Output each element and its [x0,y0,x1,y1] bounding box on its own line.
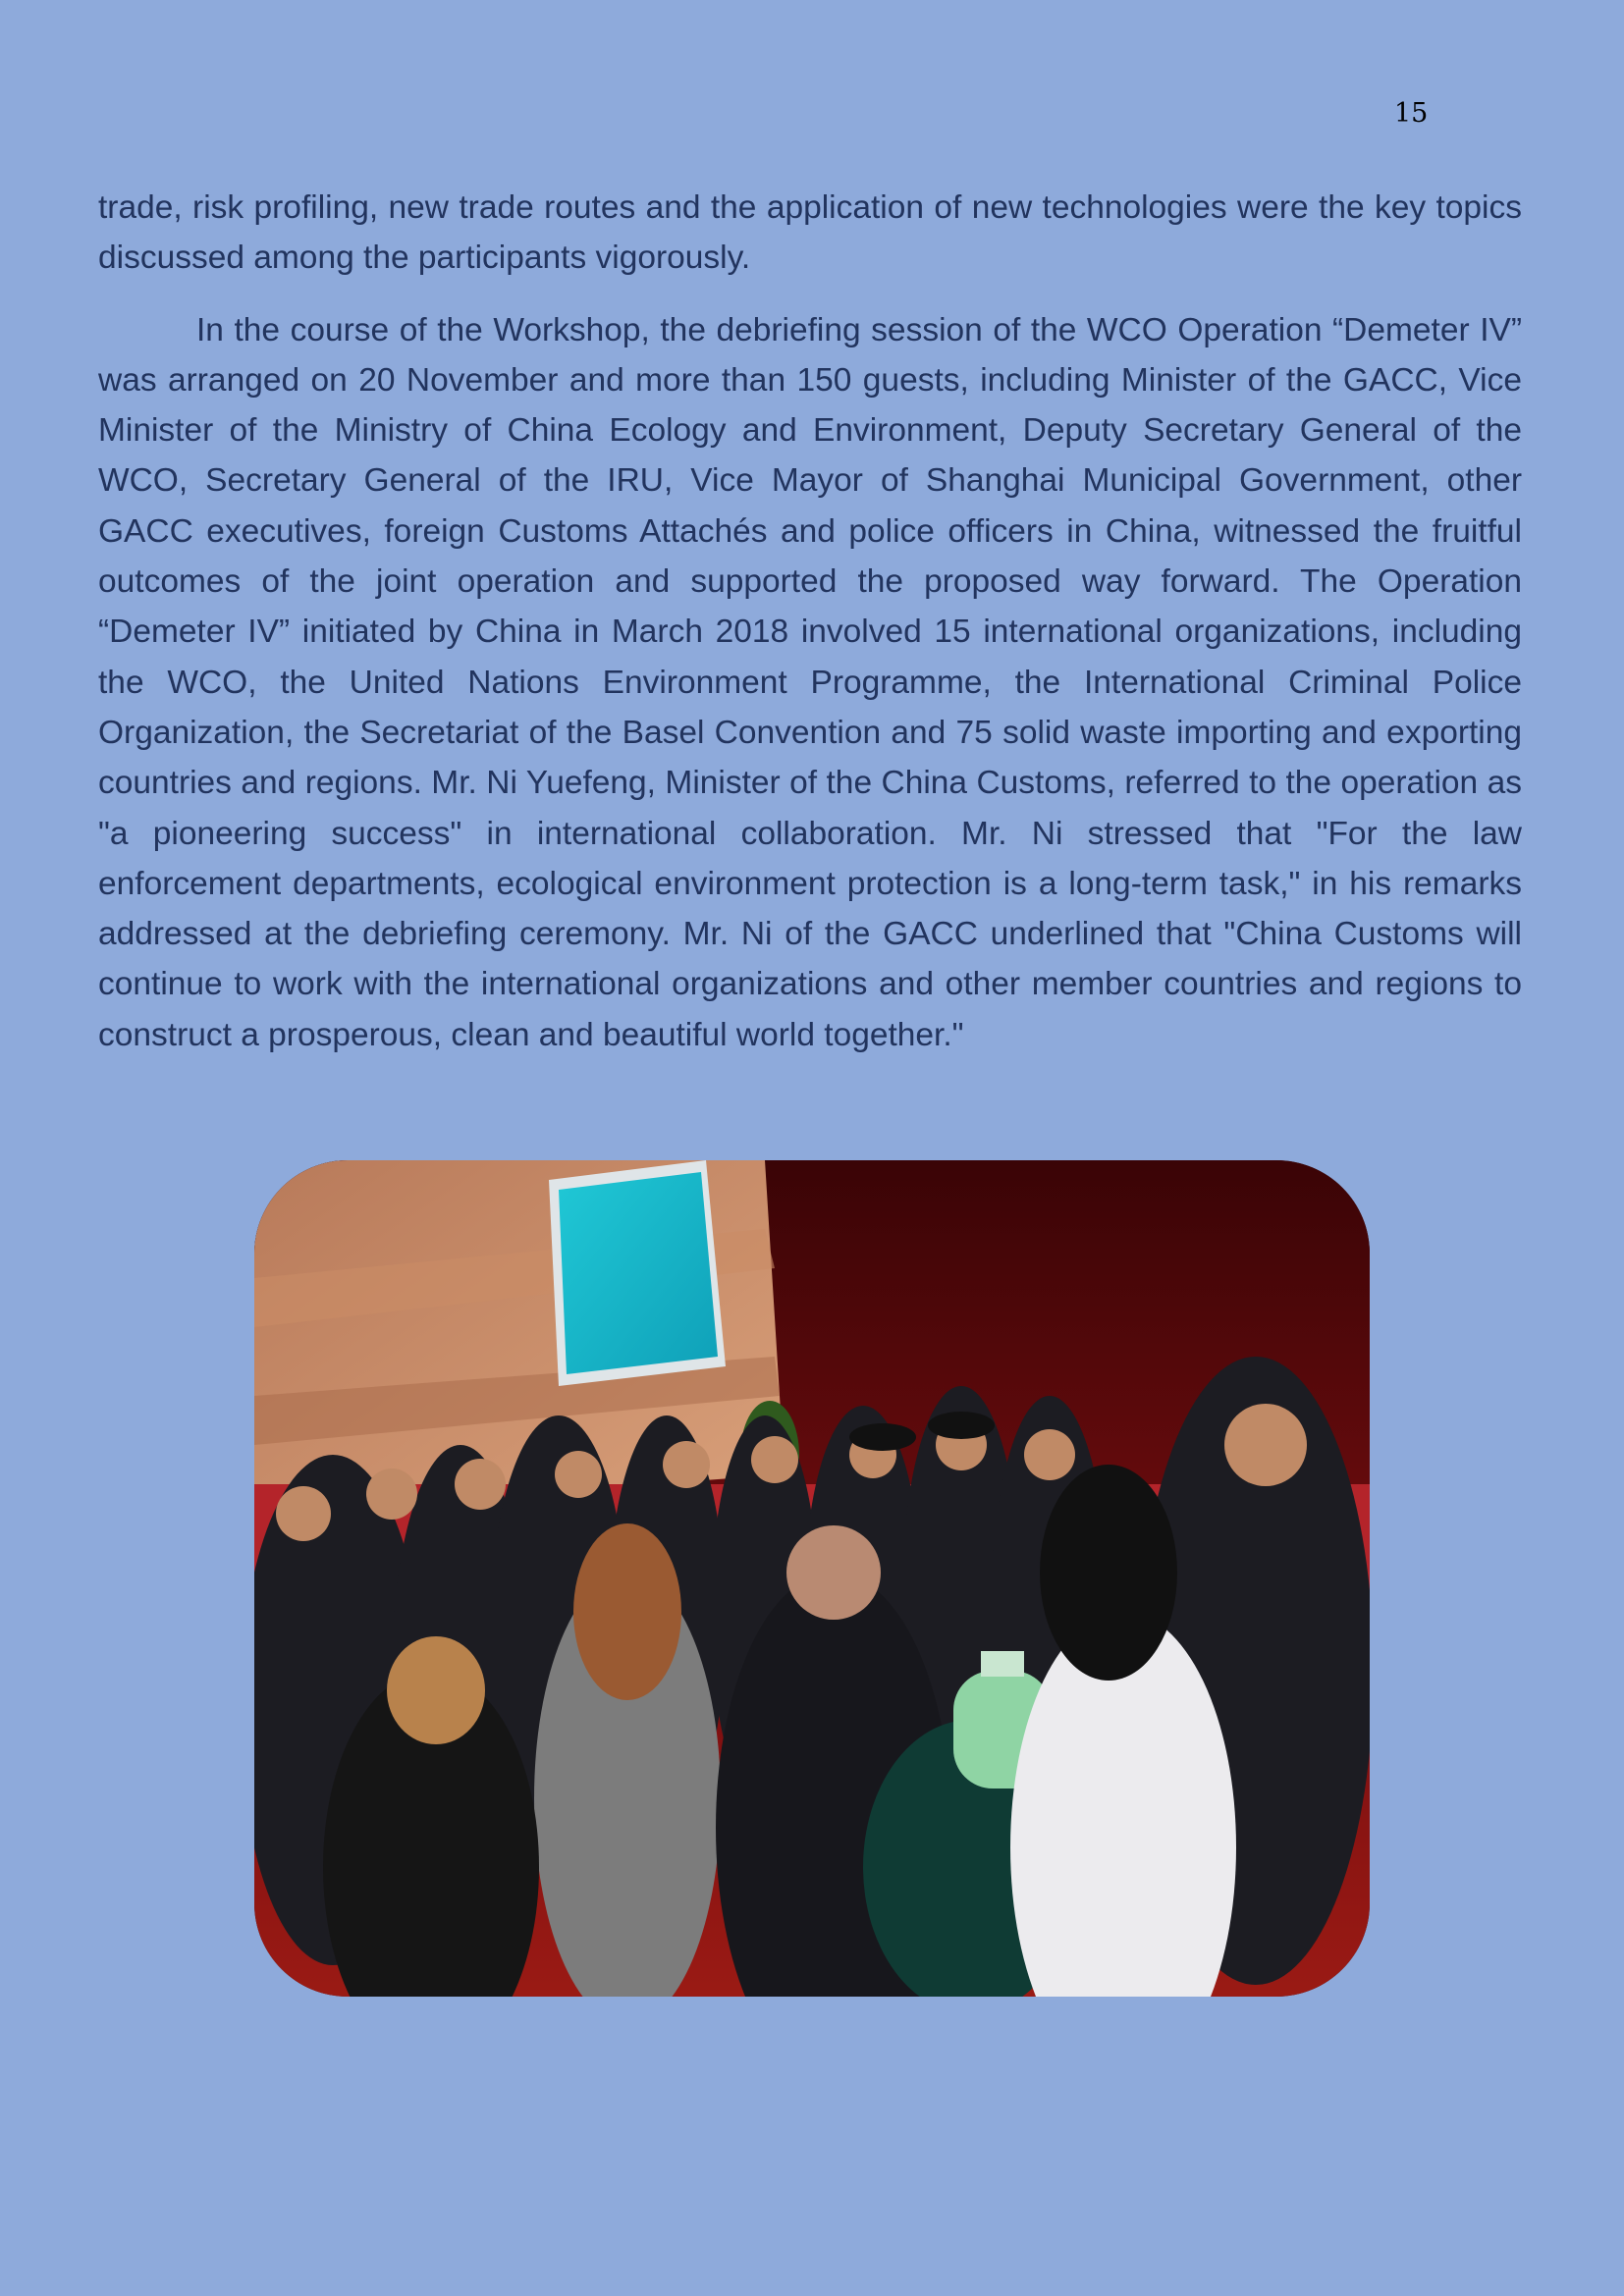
paragraph-continuation: trade, risk profiling, new trade routes and the application of new technologies were the key topics discussed among the participants vigorously. [98,189,1522,277]
paragraph-main: In the course of the Workshop, the debriefing session of the WCO Operation “Demeter IV” was arranged on 20 November and more than 150 guests, including Minister of the GACC, Vice Minister of the Ministry of China Ecology and Environment, Deputy Secretary General of the WCO, Secretary General of the IRU, Vice Mayor of Shanghai Municipal Government, other GACC executives, foreign Customs Attachés and police officers in China, witnessed the fruitful outcomes of the joint operation and supported the proposed way forward. The Operation “Demeter IV” initiated by China in March 2018 involved 15 international organizations, including the WCO, the United Nations Environment Programme, the International Criminal Police Organization, the Secretariat of the Basel Convention and 75 solid waste importing and exporting countries and regions. Mr. Ni Yuefeng, Minister of the China Customs, referred to the operation as "a pioneering success" in international collaboration. Mr. Ni stressed that "For the law enforcement departments, ecological environment protection is a long-term task," in his remarks addressed at the debriefing ceremony. Mr. Ni of the GACC underlined that "China Customs will continue to work with the international organizations and other member countries and regions to construct a prosperous, clean and beautiful world together." [98,311,1522,1053]
page-number: 15 [1394,98,1429,129]
event-photo [254,1160,1370,1997]
article-body [98,183,1522,1060]
event-photo-illustration [254,1160,1370,1997]
